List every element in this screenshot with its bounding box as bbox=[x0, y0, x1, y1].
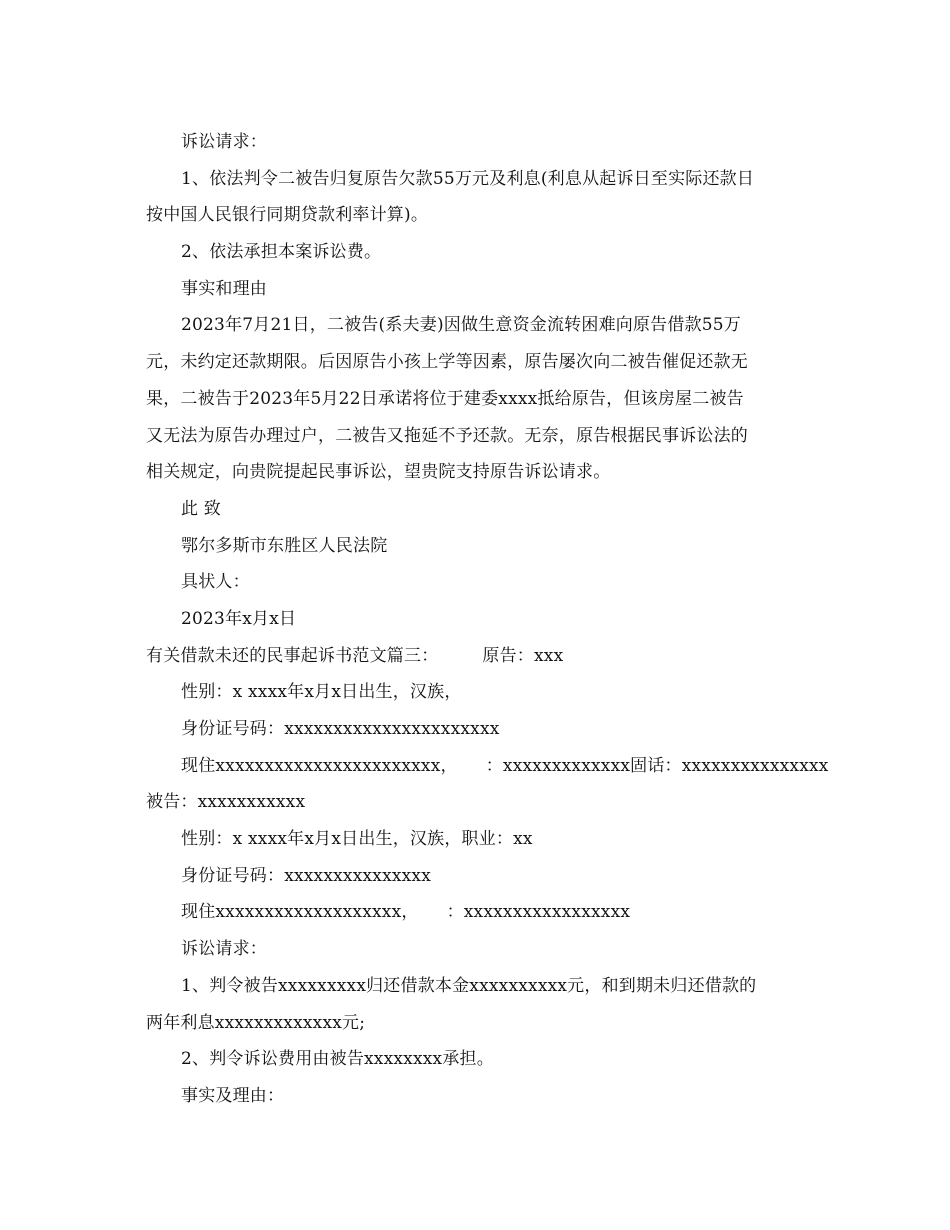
claim-1-line-1: 1、依法判令二被告归复原告欠款55万元及利息(利息从起诉日至实际还款日 bbox=[181, 168, 755, 189]
date-line: 2023年x月x日 bbox=[181, 608, 297, 629]
defendant-gender: 性别：x xxxx年x月x日出生，汉族，职业：xx bbox=[181, 829, 533, 850]
defendant-address bbox=[146, 894, 806, 931]
claim-2: 2、依法承担本案诉讼费。 bbox=[181, 242, 382, 263]
claim-1-line-2: 按中国人民银行同期贷款利率计算)。 bbox=[146, 205, 429, 226]
facts-heading-2: 事实及理由： bbox=[181, 1085, 285, 1106]
plaintiff-address bbox=[146, 748, 829, 785]
facts-heading: 事实和理由 bbox=[181, 278, 267, 299]
plaintiff-address-text: 现住xxxxxxxxxxxxxxxxxxxxxxx， bbox=[181, 755, 458, 776]
defendant-phone-text: ：xxxxxxxxxxxxxxxxx bbox=[446, 902, 631, 923]
section-heading-line bbox=[146, 638, 806, 675]
facts-line-5: 相关规定，向贵院提起民事诉讼，望贵院支持原告诉讼请求。 bbox=[146, 462, 611, 483]
facts-line-4: 又无法为原告办理过户，二被告又拖延不予还款。无奈，原告根据民事诉讼法的 bbox=[146, 425, 748, 446]
claim2-1-line-2: 两年利息xxxxxxxxxxxxx元; bbox=[146, 1012, 366, 1033]
court-name: 鄂尔多斯市东胜区人民法院 bbox=[181, 535, 388, 556]
plaintiff-phone-text: ：xxxxxxxxxxxxx固话：xxxxxxxxxxxxxxx bbox=[485, 755, 829, 776]
claims-heading-2: 诉讼请求： bbox=[181, 939, 267, 960]
plaintiff-label: 原告：xxx bbox=[482, 645, 564, 666]
defendant-label: 被告：xxxxxxxxxxx bbox=[146, 792, 306, 813]
defendant-address-text: 现住xxxxxxxxxxxxxxxxxxx， bbox=[181, 902, 419, 923]
claim2-1-line-1: 1、判令被告xxxxxxxxx归还借款本金xxxxxxxxxx元，和到期未归还借款的 bbox=[181, 975, 757, 996]
salutation: 此 致 bbox=[181, 498, 222, 519]
document-body bbox=[146, 124, 829, 1115]
claim2-2: 2、判令诉讼费用由被告xxxxxxxx承担。 bbox=[181, 1049, 494, 1070]
facts-line-3: 果，二被告于2023年5月22日承诺将位于建委xxxx抵给原告，但该房屋二被告 bbox=[146, 388, 744, 409]
plaintiff-id: 身份证号码：xxxxxxxxxxxxxxxxxxxxxx bbox=[181, 719, 500, 739]
facts-line-1: 2023年7月21日，二被告(系夫妻)因做生意资金流转困难向原告借款55万 bbox=[181, 315, 742, 336]
claims-heading: 诉讼请求： bbox=[181, 132, 267, 152]
plaintiff-gender: 性别：x xxxx年x月x日出生，汉族， bbox=[181, 682, 462, 703]
signer-label: 具状人： bbox=[181, 572, 250, 593]
defendant-id: 身份证号码：xxxxxxxxxxxxxxx bbox=[181, 865, 432, 886]
facts-line-2: 元，未约定还款期限。后因原告小孩上学等因素，原告屡次向二被告催促还款无 bbox=[146, 352, 748, 373]
section-heading: 有关借款未还的民事起诉书范文篇三： bbox=[146, 645, 439, 666]
